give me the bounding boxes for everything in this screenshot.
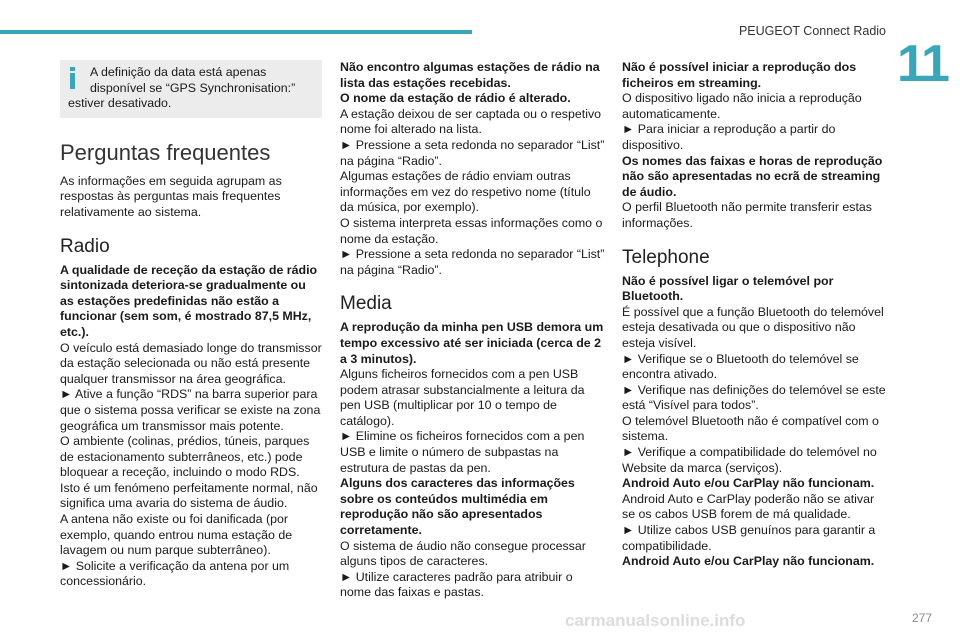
telephone-answer-7: ► Utilize cabos USB genuínos para garantir a compatibilidade. — [622, 523, 876, 553]
note-line-3: estiver desativado. — [68, 96, 172, 111]
media-answer-6: ► Para iniciar a reprodução a partir do dispositivo. — [622, 122, 836, 152]
telephone-answer-4: O telemóvel Bluetooth não é compatível com o sistema. — [622, 413, 879, 444]
header-accent-bar — [0, 30, 472, 34]
telephone-answer-6: Android Auto e CarPlay poderão não se ativar se os cabos USB forem de má qualidade. — [622, 491, 875, 522]
radio-question-2: Não encontro algumas estações de rádio na lista das estações recebidas. — [340, 60, 600, 90]
info-note — [60, 60, 322, 118]
radio-answer-7: A estação deixou de ser captada ou o respetivo nome foi alterado na lista. — [340, 106, 602, 137]
media-heading: Media — [340, 293, 392, 315]
radio-answer-8: ► Pressione a seta redonda no separador “List” na página “Radio”. — [340, 137, 605, 168]
radio-answer-6: ► Solicite a verificação da antena por um concessionário. — [60, 558, 290, 589]
radio-answer-9: Algumas estações de rádio enviam outras informações em vez do respetivo nome (título da música, por exemplo). — [340, 169, 591, 215]
radio-answer-10: O sistema interpreta essas informações como o nome da estação. — [340, 215, 603, 246]
column-1 — [60, 60, 322, 590]
radio-question-1: A qualidade de receção da estação de rádio sintonizada deteriora-se gradualmente ou as estações predefinidas não estão a funcionar (sem som, é mostrado 87,5 MHz, etc.). — [60, 262, 318, 339]
page-number: 277 — [911, 611, 932, 625]
radio-answer-1: O veículo está demasiado longe do transmissor da estação selecionada ou não está presente qualquer transmissor na área geográfica. — [60, 340, 322, 386]
faq-heading: Perguntas frequentes — [60, 139, 271, 165]
radio-answer-3: O ambiente (colinas, prédios, túneis, parques de estacionamento subterrâneos, etc.) pode bloquear a receção, incluindo o modo RDS. — [60, 434, 310, 480]
radio-answer-2: ► Ative a função “RDS” na barra superior para que o sistema possa verificar se existe na zona geográfica um transmissor mais potente. — [60, 387, 321, 433]
note-line-2: disponível se “GPS Synchronisation:” — [90, 80, 296, 95]
telephone-question-2: Android Auto e/ou CarPlay não funcionam. — [622, 476, 875, 491]
column-2 — [340, 60, 606, 601]
media-answer-7: O perfil Bluetooth não permite transferir estas informações. — [622, 200, 872, 230]
media-question-2: Alguns dos caracteres das informações sobre os conteúdos multimédia em reprodução não são apresentados corretamente. — [340, 476, 575, 538]
radio-answer-4: Isto é um fenómeno perfeitamente normal, não significa uma avaria do sistema de áudio. — [60, 480, 318, 511]
faq-intro: As informações em seguida agrupam as respostas às perguntas mais frequentes relativamente ao sistema. — [60, 173, 282, 219]
telephone-answer-3: ► Verifique nas definições do telemóvel se este está “Visível para todos”. — [622, 382, 886, 413]
telephone-question-1: Não é possível ligar o telemóvel por Bluetooth. — [622, 273, 834, 304]
column-3 — [622, 60, 888, 570]
radio-answer-5: A antena não existe ou foi danificada (por exemplo, quando entrou numa estação de lavagem ou num parque subterrâneo). — [60, 512, 293, 558]
telephone-answer-1: É possível que a função Bluetooth do telemóvel esteja desativada ou que o dispositivo não esteja visível. — [622, 304, 884, 350]
watermark: carmanualsonline.info — [565, 611, 746, 630]
telephone-answer-2: ► Verifique se o Bluetooth do telemóvel se encontra ativado. — [622, 351, 859, 382]
media-answer-5: O dispositivo ligado não inicia a reprodução automaticamente. — [622, 91, 862, 121]
media-answer-3: O sistema de áudio não consegue processar alguns tipos de caracteres. — [340, 538, 586, 569]
media-question-1: A reprodução da minha pen USB demora um tempo excessivo até ser iniciada (cerca de 2 a 3 minutos). — [340, 320, 604, 366]
media-answer-1: Alguns ficheiros fornecidos com a pen USB podem atrasar substancialmente a leitura da pen USB (multiplicar por 10 o tempo de catálogo). — [340, 367, 585, 428]
note-line-1: A definição da data está apenas — [90, 65, 267, 79]
radio-question-3: O nome da estação de rádio é alterado. — [340, 91, 571, 106]
media-question-3: Não é possível iniciar a reprodução dos ficheiros em streaming. — [622, 60, 857, 90]
telephone-heading: Telephone — [622, 246, 710, 268]
telephone-answer-5: ► Verifique a compatibilidade do telemóvel no Website da marca (serviços). — [622, 445, 877, 475]
telephone-question-3: Android Auto e/ou CarPlay não funcionam. — [622, 554, 875, 569]
radio-answer-11: ► Pressione a seta redonda no separador “List” na página “Radio”. — [340, 247, 605, 277]
header-title: PEUGEOT Connect Radio — [738, 24, 886, 38]
media-question-4: Os nomes das faixas e horas de reprodução não são apresentadas no ecrã de streaming de áudio. — [622, 153, 883, 199]
media-answer-4: ► Utilize caracteres padrão para atribuir o nome das faixas e pastas. — [340, 569, 573, 600]
chapter-number: 11 — [897, 35, 948, 93]
info-icon — [70, 67, 80, 89]
radio-heading: Radio — [60, 235, 110, 257]
media-answer-2: ► Elimine os ficheiros fornecidos com a pen USB e limite o número de subpastas na estrutura de pastas da pen. — [340, 429, 585, 475]
